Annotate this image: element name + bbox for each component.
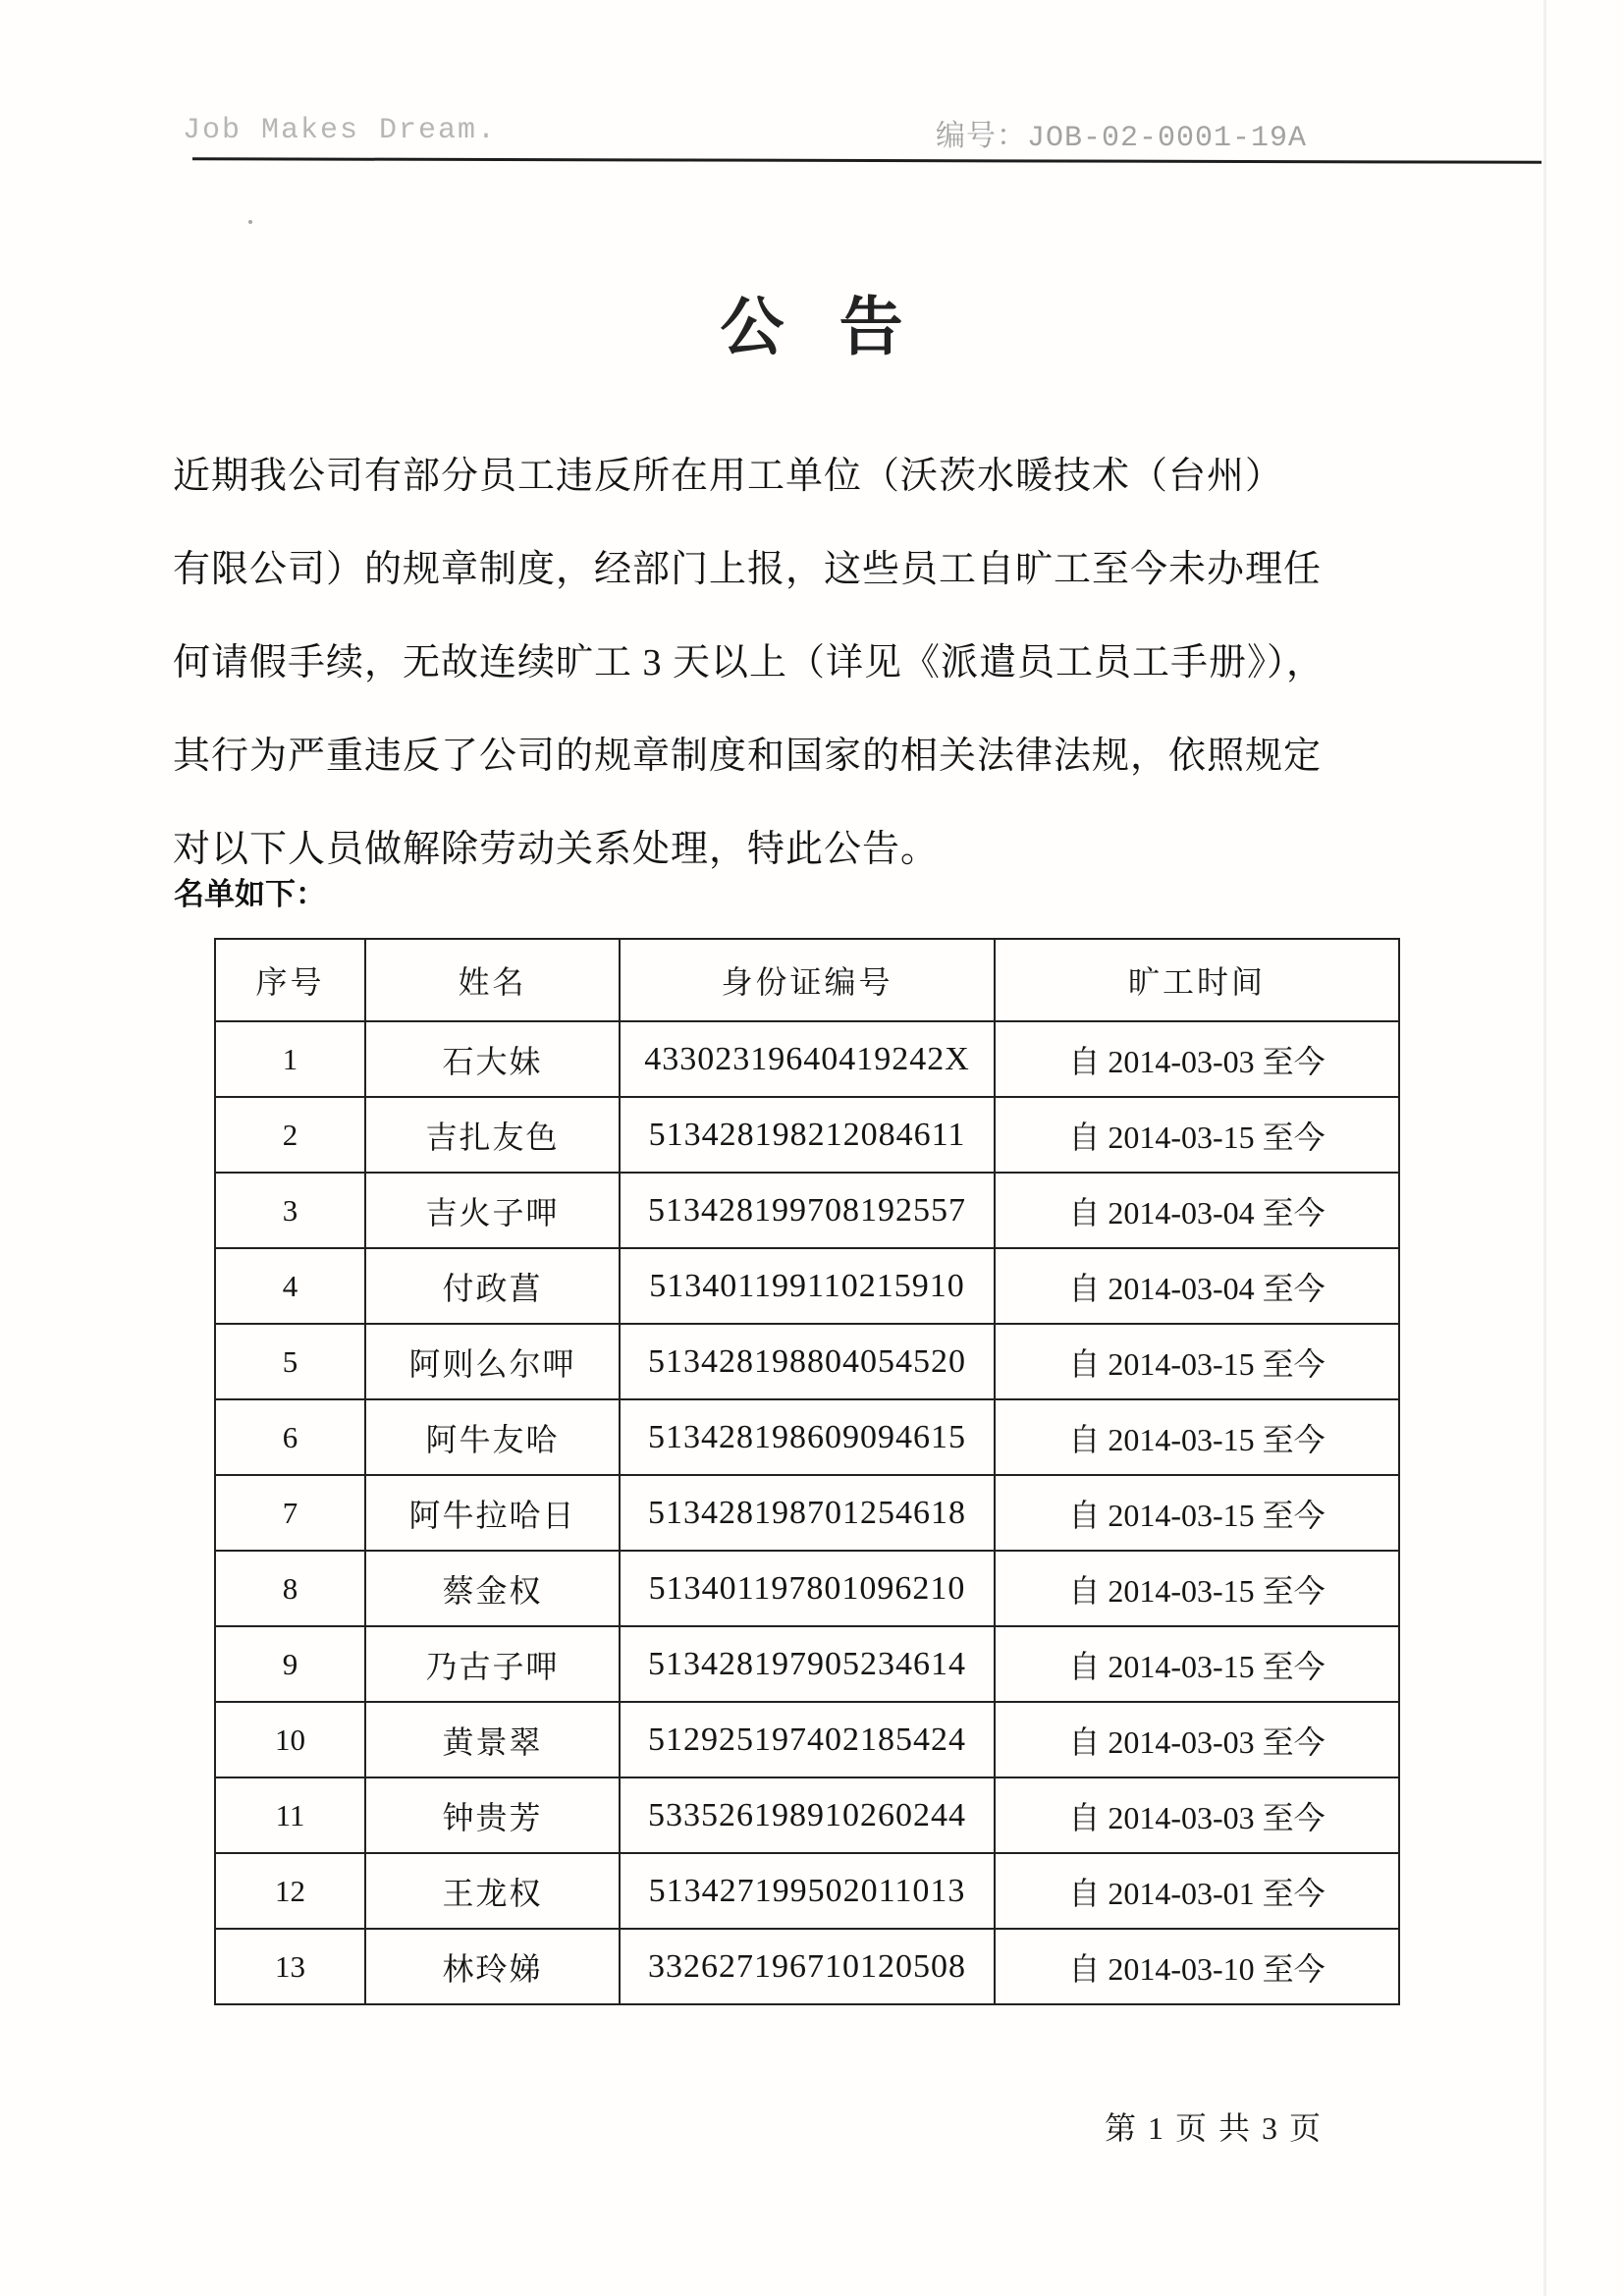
cell-absence-period: 自 2014-03-15 至今 [995, 1626, 1399, 1702]
body-line: 对以下人员做解除劳动关系处理，特此公告。 [173, 829, 940, 870]
cell-id-number: 43302319640419242X [620, 1021, 995, 1097]
table-row [215, 1248, 1399, 1324]
cell-absence-period: 自 2014-03-15 至今 [995, 1551, 1399, 1626]
cell-absence-period: 自 2014-03-03 至今 [995, 1021, 1399, 1097]
cell-absence-period: 自 2014-03-01 至今 [995, 1853, 1399, 1929]
cell-serial: 7 [215, 1475, 365, 1551]
table-row [215, 1626, 1399, 1702]
cell-absence-period: 自 2014-03-03 至今 [995, 1777, 1399, 1853]
body-line: 近期我公司有部分员工违反所在用工单位（沃茨水暖技术（台州） [173, 456, 1284, 497]
table-row [215, 1929, 1399, 2004]
cell-serial: 1 [215, 1021, 365, 1097]
cell-name: 乃古子呷 [365, 1626, 620, 1702]
table-row [215, 1324, 1399, 1399]
scan-artifact-line [1543, 0, 1546, 2296]
body-line: 有限公司）的规章制度，经部门上报，这些员工自旷工至今未办理任 [173, 549, 1323, 590]
page-number-indicator: 第 1 页 共 3 页 [1104, 2110, 1323, 2146]
body-paragraph [173, 430, 1459, 897]
cell-name: 阿牛拉哈日 [365, 1475, 620, 1551]
cell-id-number: 512925197402185424 [620, 1702, 995, 1777]
cell-name: 林玲娣 [365, 1929, 620, 2004]
cell-serial: 6 [215, 1399, 365, 1475]
cell-absence-period: 自 2014-03-15 至今 [995, 1399, 1399, 1475]
cell-serial: 13 [215, 1929, 365, 2004]
cell-id-number: 513428198212084611 [620, 1097, 995, 1173]
cell-name: 石大妹 [365, 1021, 620, 1097]
table-row [215, 1399, 1399, 1475]
cell-id-number: 513428198701254618 [620, 1475, 995, 1551]
table-row [215, 1551, 1399, 1626]
cell-id-number: 513401199110215910 [620, 1248, 995, 1324]
cell-absence-period: 自 2014-03-15 至今 [995, 1475, 1399, 1551]
table-body [215, 1021, 1399, 2004]
cell-name: 黄景翠 [365, 1702, 620, 1777]
cell-absence-period: 自 2014-03-04 至今 [995, 1248, 1399, 1324]
cell-id-number: 513428198609094615 [620, 1399, 995, 1475]
table-row [215, 1097, 1399, 1173]
cell-name: 钟贵芳 [365, 1777, 620, 1853]
cell-absence-period: 自 2014-03-03 至今 [995, 1702, 1399, 1777]
table-row [215, 1702, 1399, 1777]
table-row [215, 1475, 1399, 1551]
table-row [215, 1777, 1399, 1853]
cell-serial: 3 [215, 1173, 365, 1248]
column-header-id-number: 身份证编号 [620, 939, 995, 1021]
cell-id-number: 533526198910260244 [620, 1777, 995, 1853]
column-header-absence-period: 旷工时间 [995, 939, 1399, 1021]
cell-name: 阿则么尔呷 [365, 1324, 620, 1399]
cell-name: 蔡金权 [365, 1551, 620, 1626]
roster-table [214, 938, 1400, 2005]
cell-serial: 4 [215, 1248, 365, 1324]
cell-name: 吉火子呷 [365, 1173, 620, 1248]
header-slogan: Job Makes Dream. [183, 114, 498, 147]
cell-absence-period: 自 2014-03-15 至今 [995, 1324, 1399, 1399]
table-header-row [215, 939, 1399, 1021]
cell-serial: 12 [215, 1853, 365, 1929]
cell-id-number: 513428199708192557 [620, 1173, 995, 1248]
cell-serial: 11 [215, 1777, 365, 1853]
column-header-serial: 序号 [215, 939, 365, 1021]
cell-serial: 8 [215, 1551, 365, 1626]
cell-absence-period: 自 2014-03-10 至今 [995, 1929, 1399, 2004]
cell-serial: 2 [215, 1097, 365, 1173]
cell-absence-period: 自 2014-03-04 至今 [995, 1173, 1399, 1248]
table-row [215, 1021, 1399, 1097]
body-line: 何请假手续，无故连续旷工 3 天以上（详见《派遣员工员工手册》）， [173, 642, 1325, 683]
header-doc-number: 编号：JOB-02-0001-19A [935, 122, 1307, 155]
cell-name: 阿牛友哈 [365, 1399, 620, 1475]
cell-absence-period: 自 2014-03-15 至今 [995, 1097, 1399, 1173]
body-line: 其行为严重违反了公司的规章制度和国家的相关法律法规，依照规定 [173, 736, 1323, 777]
cell-serial: 9 [215, 1626, 365, 1702]
header-rule [192, 157, 1542, 164]
cell-id-number: 332627196710120508 [620, 1929, 995, 2004]
cell-name: 王龙权 [365, 1853, 620, 1929]
table-row [215, 1173, 1399, 1248]
cell-name: 吉扎友色 [365, 1097, 620, 1173]
cell-serial: 10 [215, 1702, 365, 1777]
cell-id-number: 513401197801096210 [620, 1551, 995, 1626]
cell-id-number: 513427199502011013 [620, 1853, 995, 1929]
table-row [215, 1853, 1399, 1929]
cell-serial: 5 [215, 1324, 365, 1399]
page-title: 公 告 [720, 293, 903, 363]
cell-id-number: 513428198804054520 [620, 1324, 995, 1399]
column-header-name: 姓名 [365, 939, 620, 1021]
scan-artifact-dot [248, 220, 252, 224]
cell-id-number: 513428197905234614 [620, 1626, 995, 1702]
roster-list-label: 名单如下： [174, 877, 326, 911]
cell-name: 付政菖 [365, 1248, 620, 1324]
